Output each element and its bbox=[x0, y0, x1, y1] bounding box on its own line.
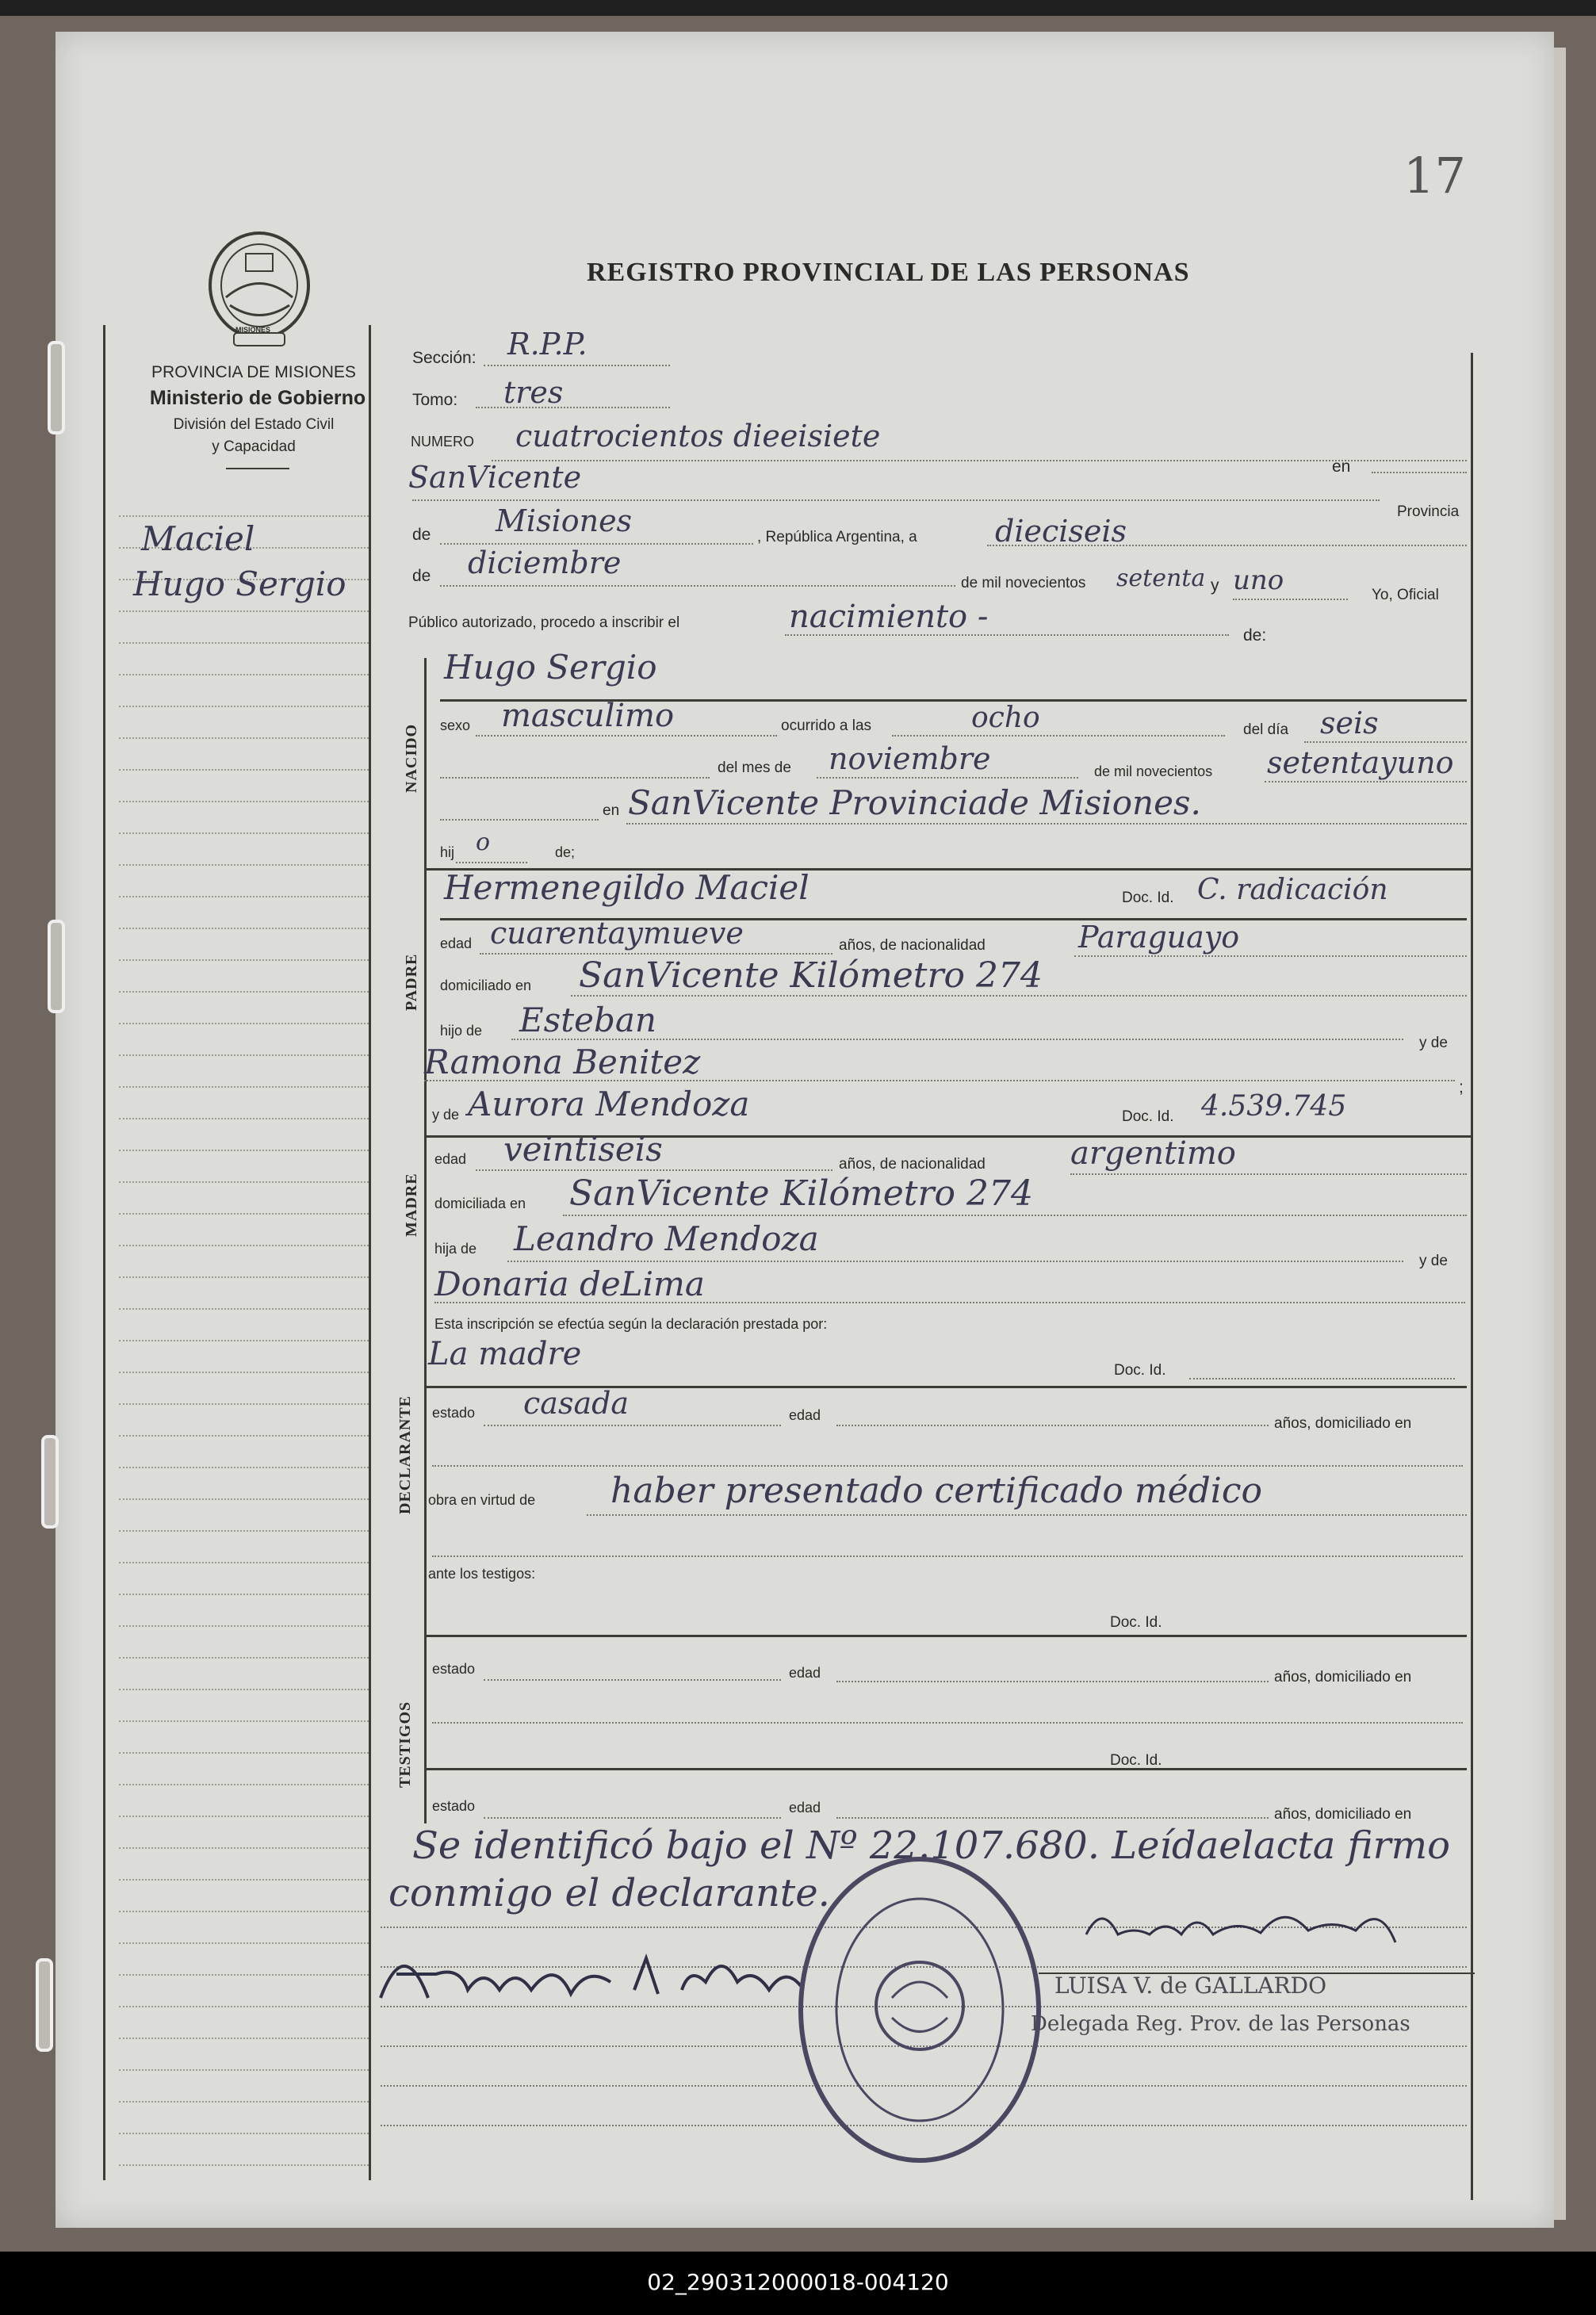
value-tomo: tres bbox=[503, 375, 564, 410]
binding-hole bbox=[36, 1958, 53, 2052]
binding-hole bbox=[41, 1435, 59, 1529]
province-name: PROVINCIA DE MISIONES bbox=[151, 363, 356, 381]
label-hij: hij bbox=[440, 844, 455, 860]
section-testigos: TESTIGOS bbox=[396, 1701, 414, 1788]
testigo1-line bbox=[424, 1635, 1467, 1637]
value-father-address: SanVicente Kilómetro 274 bbox=[579, 955, 1043, 996]
label-edad-declarant: edad bbox=[789, 1407, 821, 1423]
margin-surname: Maciel bbox=[141, 519, 255, 558]
value-mother-age: veintiseis bbox=[503, 1130, 663, 1169]
label-anos-dom-testigo2: años, domiciliado en bbox=[1274, 1806, 1412, 1823]
margin-given-names: Hugo Sergio bbox=[133, 564, 346, 603]
value-act-type: nacimiento - bbox=[789, 599, 989, 635]
label-edad-testigo1: edad bbox=[789, 1665, 821, 1681]
value-birth-day: seis bbox=[1320, 706, 1379, 740]
label-estado-testigo1: estado bbox=[432, 1661, 476, 1677]
label-en-2: en bbox=[603, 802, 620, 819]
value-father-age: cuarentaymueve bbox=[490, 916, 744, 951]
value-mother-address: SanVicente Kilómetro 274 bbox=[569, 1173, 1033, 1214]
value-seccion: R.P.P. bbox=[507, 327, 587, 362]
label-hijo-de: hijo de bbox=[440, 1023, 483, 1039]
label-doc-id-declarant: Doc. Id. bbox=[1114, 1362, 1166, 1379]
official-title: Delegada Reg. Prov. de las Personas bbox=[1031, 2012, 1410, 2036]
label-esta-inscripcion: Esta inscripción se efectúa según la declaración prestada por: bbox=[434, 1316, 828, 1332]
value-father-name: Hermenegildo Maciel bbox=[444, 868, 809, 907]
division-line1: División del Estado Civil bbox=[173, 416, 335, 433]
label-estado-declarant: estado bbox=[432, 1405, 476, 1421]
label-doc-id-father: Doc. Id. bbox=[1122, 890, 1174, 906]
value-birth-place: SanVicente Provinciade Misiones. bbox=[628, 783, 1201, 822]
closing-note-line1: Se identificó bajo el Nº 22.107.680. Leídaelacta firmo bbox=[412, 1823, 1450, 1868]
section-rule bbox=[424, 658, 427, 1823]
label-de-2: de bbox=[412, 567, 431, 585]
label-hija-de: hija de bbox=[434, 1241, 477, 1257]
value-sex: masculimo bbox=[501, 698, 675, 734]
left-rule bbox=[103, 325, 105, 2180]
label-sexo: sexo bbox=[440, 717, 471, 733]
label-tomo: Tomo: bbox=[412, 391, 458, 409]
section-madre: MADRE bbox=[403, 1173, 420, 1237]
value-month: diciembre bbox=[468, 545, 622, 580]
value-province: Misiones bbox=[496, 503, 633, 538]
division-underline bbox=[226, 468, 289, 469]
binding-hole bbox=[48, 341, 65, 434]
label-edad-father: edad bbox=[440, 936, 473, 951]
label-de-mil-novecientos: de mil novecientos bbox=[1094, 763, 1213, 779]
image-caption: 02_290312000018-004120 bbox=[647, 2269, 949, 2295]
value-mother-doc: 4.539.745 bbox=[1201, 1090, 1347, 1123]
label-edad-testigo2: edad bbox=[789, 1800, 821, 1816]
value-declarant-state: casada bbox=[523, 1386, 630, 1421]
value-year-tens: setenta bbox=[1116, 564, 1206, 592]
label-edad-mother: edad bbox=[434, 1151, 467, 1167]
label-del-mes: del mes de bbox=[718, 760, 791, 776]
testigo2-line bbox=[424, 1768, 1467, 1770]
label-de-semi: de; bbox=[555, 844, 576, 860]
value-birth-year: setentayuno bbox=[1267, 745, 1454, 780]
label-estado-testigo2: estado bbox=[432, 1798, 476, 1814]
label-del-dia: del día bbox=[1243, 721, 1289, 738]
official-stamp-icon bbox=[789, 1847, 1051, 2172]
label-republica: , República Argentina, a bbox=[757, 529, 917, 545]
label-ante-testigos: ante los testigos: bbox=[428, 1566, 536, 1582]
label-numero: NUMERO bbox=[411, 434, 474, 450]
label-anos-dom-testigo1: años, domiciliado en bbox=[1274, 1669, 1412, 1686]
value-father-nationality: Paraguayo bbox=[1078, 920, 1240, 955]
value-father-doc: C. radicación bbox=[1197, 874, 1388, 906]
label-de-1: de bbox=[412, 526, 431, 544]
label-en: en bbox=[1332, 457, 1351, 476]
value-year-units: uno bbox=[1233, 564, 1284, 596]
label-yo-oficial: Yo, Oficial bbox=[1372, 587, 1439, 603]
label-y-de-mother: y de bbox=[432, 1107, 460, 1123]
label-y-de-mother-2: y de bbox=[1419, 1253, 1448, 1269]
label-domiciliada-mother: domiciliada en bbox=[434, 1196, 526, 1211]
official-name: LUISA V. de GALLARDO bbox=[1054, 1973, 1327, 1999]
value-mother-parent2: Donaria deLima bbox=[434, 1265, 705, 1303]
section-declarante: DECLARANTE bbox=[396, 1395, 414, 1514]
section-padre: PADRE bbox=[403, 953, 420, 1011]
label-anos-dom-declarant: años, domiciliado en bbox=[1274, 1415, 1412, 1432]
value-mother-nationality: argentimo bbox=[1070, 1135, 1236, 1172]
value-obra: haber presentado certificado médico bbox=[610, 1471, 1263, 1511]
label-doc-id-mother: Doc. Id. bbox=[1122, 1108, 1174, 1125]
value-day: dieciseis bbox=[995, 514, 1127, 549]
label-doc-id-testigo2: Doc. Id. bbox=[1110, 1752, 1162, 1769]
label-semicolon: ; bbox=[1459, 1078, 1464, 1096]
label-obra: obra en virtud de bbox=[428, 1492, 536, 1508]
section-nacido: NACIDO bbox=[403, 723, 420, 793]
label-seccion: Sección: bbox=[412, 349, 477, 367]
label-ocurrido: ocurrido a las bbox=[781, 717, 872, 734]
label-domiciliado-father: domiciliado en bbox=[440, 978, 532, 993]
right-rule bbox=[1471, 353, 1473, 2200]
closing-note-line2: conmigo el declarante. bbox=[388, 1871, 830, 1915]
register-title: REGISTRO PROVINCIAL DE LAS PERSONAS bbox=[587, 258, 1190, 287]
value-hour: ocho bbox=[971, 702, 1040, 734]
label-y: y bbox=[1211, 576, 1219, 595]
label-provincia: Provincia bbox=[1397, 503, 1460, 520]
division-line2: y Capacidad bbox=[212, 438, 296, 455]
ministry-name: Ministerio de Gobierno bbox=[149, 387, 366, 409]
label-doc-id-testigo1: Doc. Id. bbox=[1110, 1614, 1162, 1631]
official-signature bbox=[1078, 1895, 1411, 1966]
margin-rule bbox=[369, 325, 371, 2180]
label-y-de-father: y de bbox=[1419, 1035, 1448, 1051]
label-publico: Público autorizado, procedo a inscribir el bbox=[408, 614, 680, 631]
value-hij-suffix: o bbox=[476, 828, 491, 856]
label-anos-nac-father: años, de nacionalidad bbox=[839, 937, 986, 954]
value-father-parent1: Esteban bbox=[519, 1001, 656, 1039]
value-declarant: La madre bbox=[428, 1336, 582, 1372]
label-de-colon: de: bbox=[1243, 626, 1267, 645]
value-place: SanVicente bbox=[408, 460, 582, 495]
page-number: 17 bbox=[1403, 147, 1466, 205]
value-mother-name: Aurora Mendoza bbox=[468, 1085, 750, 1123]
binding-hole bbox=[48, 920, 65, 1013]
seal-logo-text: MISIONES bbox=[235, 326, 271, 334]
value-child-name: Hugo Sergio bbox=[444, 648, 657, 687]
value-mother-parent1: Leandro Mendoza bbox=[514, 1219, 819, 1258]
label-mil-novecientos: de mil novecientos bbox=[961, 575, 1086, 591]
value-birth-month: noviembre bbox=[829, 741, 991, 776]
value-father-parent2: Ramona Benitez bbox=[424, 1043, 701, 1081]
label-anos-nac-mother: años, de nacionalidad bbox=[839, 1156, 986, 1173]
declarant-signature bbox=[373, 1919, 817, 2022]
value-numero: cuatrocientos dieeisiete bbox=[515, 419, 881, 453]
